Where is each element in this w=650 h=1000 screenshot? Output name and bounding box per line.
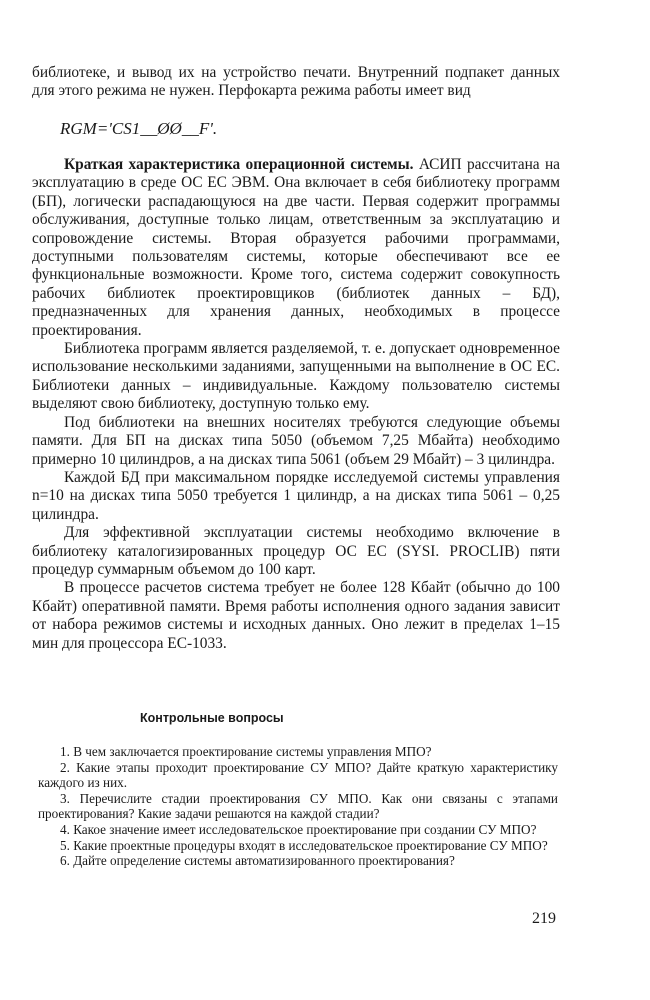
os-paragraph	[32, 156, 560, 340]
question-item: 6. Дайте определение системы автоматизированного проектирования?	[60, 853, 455, 869]
section-heading: Контрольные вопросы	[140, 711, 284, 725]
intro-text: библиотеке, и вывод их на устройство печати. Внутренний подпакет данных для этого режима не нужен. Перфокарта режима работы имеет вид	[32, 64, 560, 100]
os-run-in-heading: Краткая характеристика операционной системы.	[64, 156, 414, 173]
questions-list	[38, 744, 558, 869]
paragraph-database: Каждой БД при максимальном порядке исследуемой системы управления n=10 на дисках типа 5050 требуется 1 цилиндр, а на дисках типа 5061 – 0,25 цилиндра.	[32, 468, 560, 523]
question-item: 1. В чем заключается проектирование системы управления МПО?	[60, 744, 432, 759]
os-paragraph-text: АСИП рассчитана на эксплуатацию в среде ОС ЕС ЭВМ. Она включает в себя библиотеку программ (БП), логически распадающуюся на две части. Первая содержит программы обслуживания, доступные только лицам, ответственным за эксплуатацию и сопровождение системы. Вторая образуется рабочими программами, доступными пользователям системы, которые обеспечивают все ее функциональные возможности. Кроме того, система содержит совокупность рабочих библиотек проектировщиков (библиотек данных – БД), предназначенных для хранения данных, необходимых в процессе проектирования.	[32, 156, 561, 339]
paragraph-procedures: Для эффективной эксплуатации системы необходимо включение в библиотеку каталогизированных процедур ОС ЕС (SYSI. PROCLIB) пяти процедур суммарным объемом до 100 карт.	[32, 524, 560, 578]
question-item: 5. Какие проектные процедуры входят в исследовательское проектирование СУ МПО?	[60, 837, 548, 853]
paragraph-library: Библиотека программ является разделяемой, т. е. допускает одновременное использование несколькими заданиями, запущенными на выполнение в ОС ЕС. Библиотеки данных – индивидуальные. Каждому пользователю системы выделяют свою библиотеку, доступную только ему.	[32, 340, 560, 413]
paragraph-runtime: В процессе расчетов система требует не более 128 Кбайт (обычно до 100 Кбайт) оперативной памяти. Время работы исполнения одного задания зависит от набора режимов системы и исходных данных. Оно лежит в пределах 1–15 мин для процессора ЕС-1033.	[32, 579, 560, 652]
question-item: 3. Перечислите стадии проектирования СУ МПО. Как они связаны с этапами проектирования? Какие задачи решаются на каждой стадии?	[38, 790, 558, 822]
body-text	[32, 156, 560, 653]
paragraph-memory: Под библиотеки на внешних носителях требуются следующие объемы памяти. Для БП на дисках типа 5050 (объемом 7,25 Мбайта) необходимо примерно 10 цилиндров, а на дисках типа 5061 (объем 29 Мбайт) – 3 цилиндра.	[32, 413, 560, 468]
page-number: 219	[532, 910, 556, 927]
intro-paragraph	[32, 64, 560, 101]
question-item: 2. Какие этапы проходит проектирование СУ МПО? Дайте краткую характеристику каждого из них.	[38, 759, 558, 791]
question-item: 4. Какое значение имеет исследовательское проектирование при создании СУ МПО?	[60, 821, 537, 837]
formula: RGM='CS1__ØØ__F'.	[60, 119, 218, 138]
